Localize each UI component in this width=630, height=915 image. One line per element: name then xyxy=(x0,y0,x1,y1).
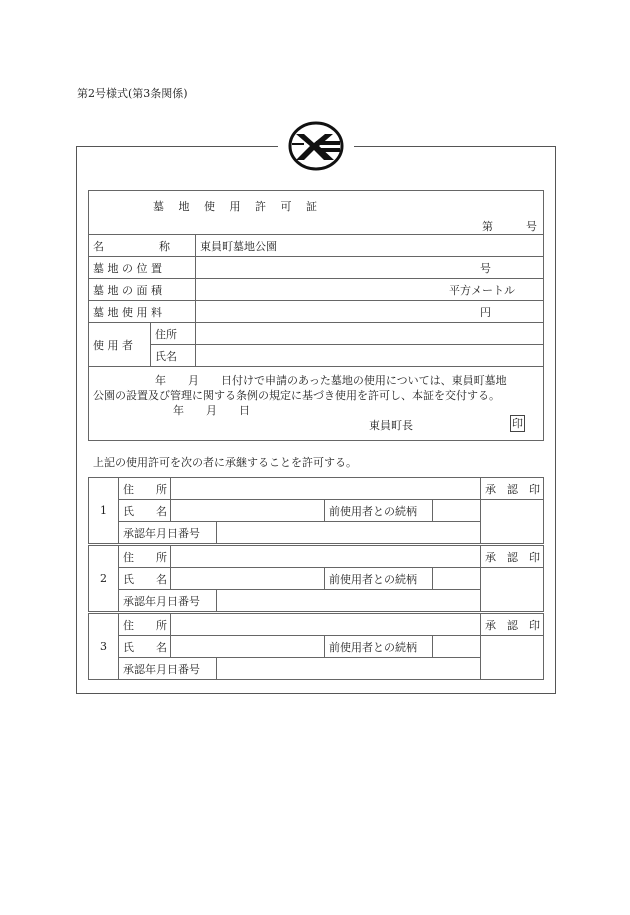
succession-entry-2 xyxy=(88,545,544,612)
permit-body-line2: 公園の設置及び管理に関する条例の規定に基づき使用を許可し、本証を交付する。 xyxy=(93,389,500,402)
entry-approval-date-value xyxy=(217,522,481,544)
permit-body xyxy=(89,367,544,441)
area-label: 墓 地 の 面 積 xyxy=(89,279,196,301)
entry-relation-value xyxy=(433,500,481,522)
location-label: 墓 地 の 位 置 xyxy=(89,257,196,279)
entry-approval-date-value xyxy=(217,590,481,612)
entry-address-label: 住 所 xyxy=(119,478,171,500)
entry-relation-value xyxy=(433,568,481,590)
fee-label: 墓 地 使 用 料 xyxy=(89,301,196,323)
succession-note: 上記の使用許可を次の者に承継することを許可する。 xyxy=(93,456,357,469)
entry-relation-label: 前使用者との続柄 xyxy=(325,500,433,522)
permit-title-cell xyxy=(89,191,544,235)
entry-address-label: 住 所 xyxy=(119,614,171,636)
entry-approval-seal-label: 承 認 印 xyxy=(481,614,544,636)
entry-approval-date-value xyxy=(217,658,481,680)
name-value: 東員町墓地公園 xyxy=(196,235,544,257)
entry-approval-date-label: 承認年月日番号 xyxy=(119,590,217,612)
entry-approval-seal-area xyxy=(481,636,544,680)
entry-approval-seal-label: 承 認 印 xyxy=(481,478,544,500)
entry-approval-seal-area xyxy=(481,500,544,544)
permit-number-label: 第 号 xyxy=(482,220,537,233)
entry-number: 3 xyxy=(89,614,119,680)
town-emblem-icon xyxy=(286,120,346,172)
entry-address-value xyxy=(171,478,481,500)
entry-name-label: 氏 名 xyxy=(119,568,171,590)
permit-date-line: 年 月 日 xyxy=(173,404,250,417)
entry-address-value xyxy=(171,546,481,568)
entry-name-value xyxy=(171,568,325,590)
permit-table xyxy=(88,190,544,441)
user-label: 使 用 者 xyxy=(89,323,151,367)
seal-box: 印 xyxy=(512,417,523,430)
permit-body-line1: 年 月 日付けで申請のあった墓地の使用については、東員町墓地 xyxy=(155,374,507,387)
entry-name-value xyxy=(171,500,325,522)
entry-name-value xyxy=(171,636,325,658)
entry-relation-label: 前使用者との続柄 xyxy=(325,636,433,658)
form-number: 第2号様式(第3条関係) xyxy=(77,87,188,100)
person-name-label: 氏名 xyxy=(151,345,196,367)
permit-title: 墓 地 使 用 許 可 証 xyxy=(153,200,323,213)
name-label: 名 称 xyxy=(89,235,196,257)
entry-number: 2 xyxy=(89,546,119,612)
address-value xyxy=(196,323,544,345)
address-label: 住所 xyxy=(151,323,196,345)
entry-address-label: 住 所 xyxy=(119,546,171,568)
entry-approval-seal-area xyxy=(481,568,544,612)
entry-approval-date-label: 承認年月日番号 xyxy=(119,522,217,544)
person-name-value xyxy=(196,345,544,367)
fee-unit: 円 xyxy=(196,301,544,323)
entry-name-label: 氏 名 xyxy=(119,500,171,522)
entry-relation-value xyxy=(433,636,481,658)
entry-name-label: 氏 名 xyxy=(119,636,171,658)
location-unit: 号 xyxy=(196,257,544,279)
entry-relation-label: 前使用者との続柄 xyxy=(325,568,433,590)
issuer: 東員町長 xyxy=(369,419,413,432)
entry-address-value xyxy=(171,614,481,636)
area-unit: 平方メートル xyxy=(196,279,544,301)
succession-entry-3 xyxy=(88,613,544,680)
entry-approval-seal-label: 承 認 印 xyxy=(481,546,544,568)
entry-approval-date-label: 承認年月日番号 xyxy=(119,658,217,680)
entry-number: 1 xyxy=(89,478,119,544)
succession-entry-1 xyxy=(88,477,544,544)
